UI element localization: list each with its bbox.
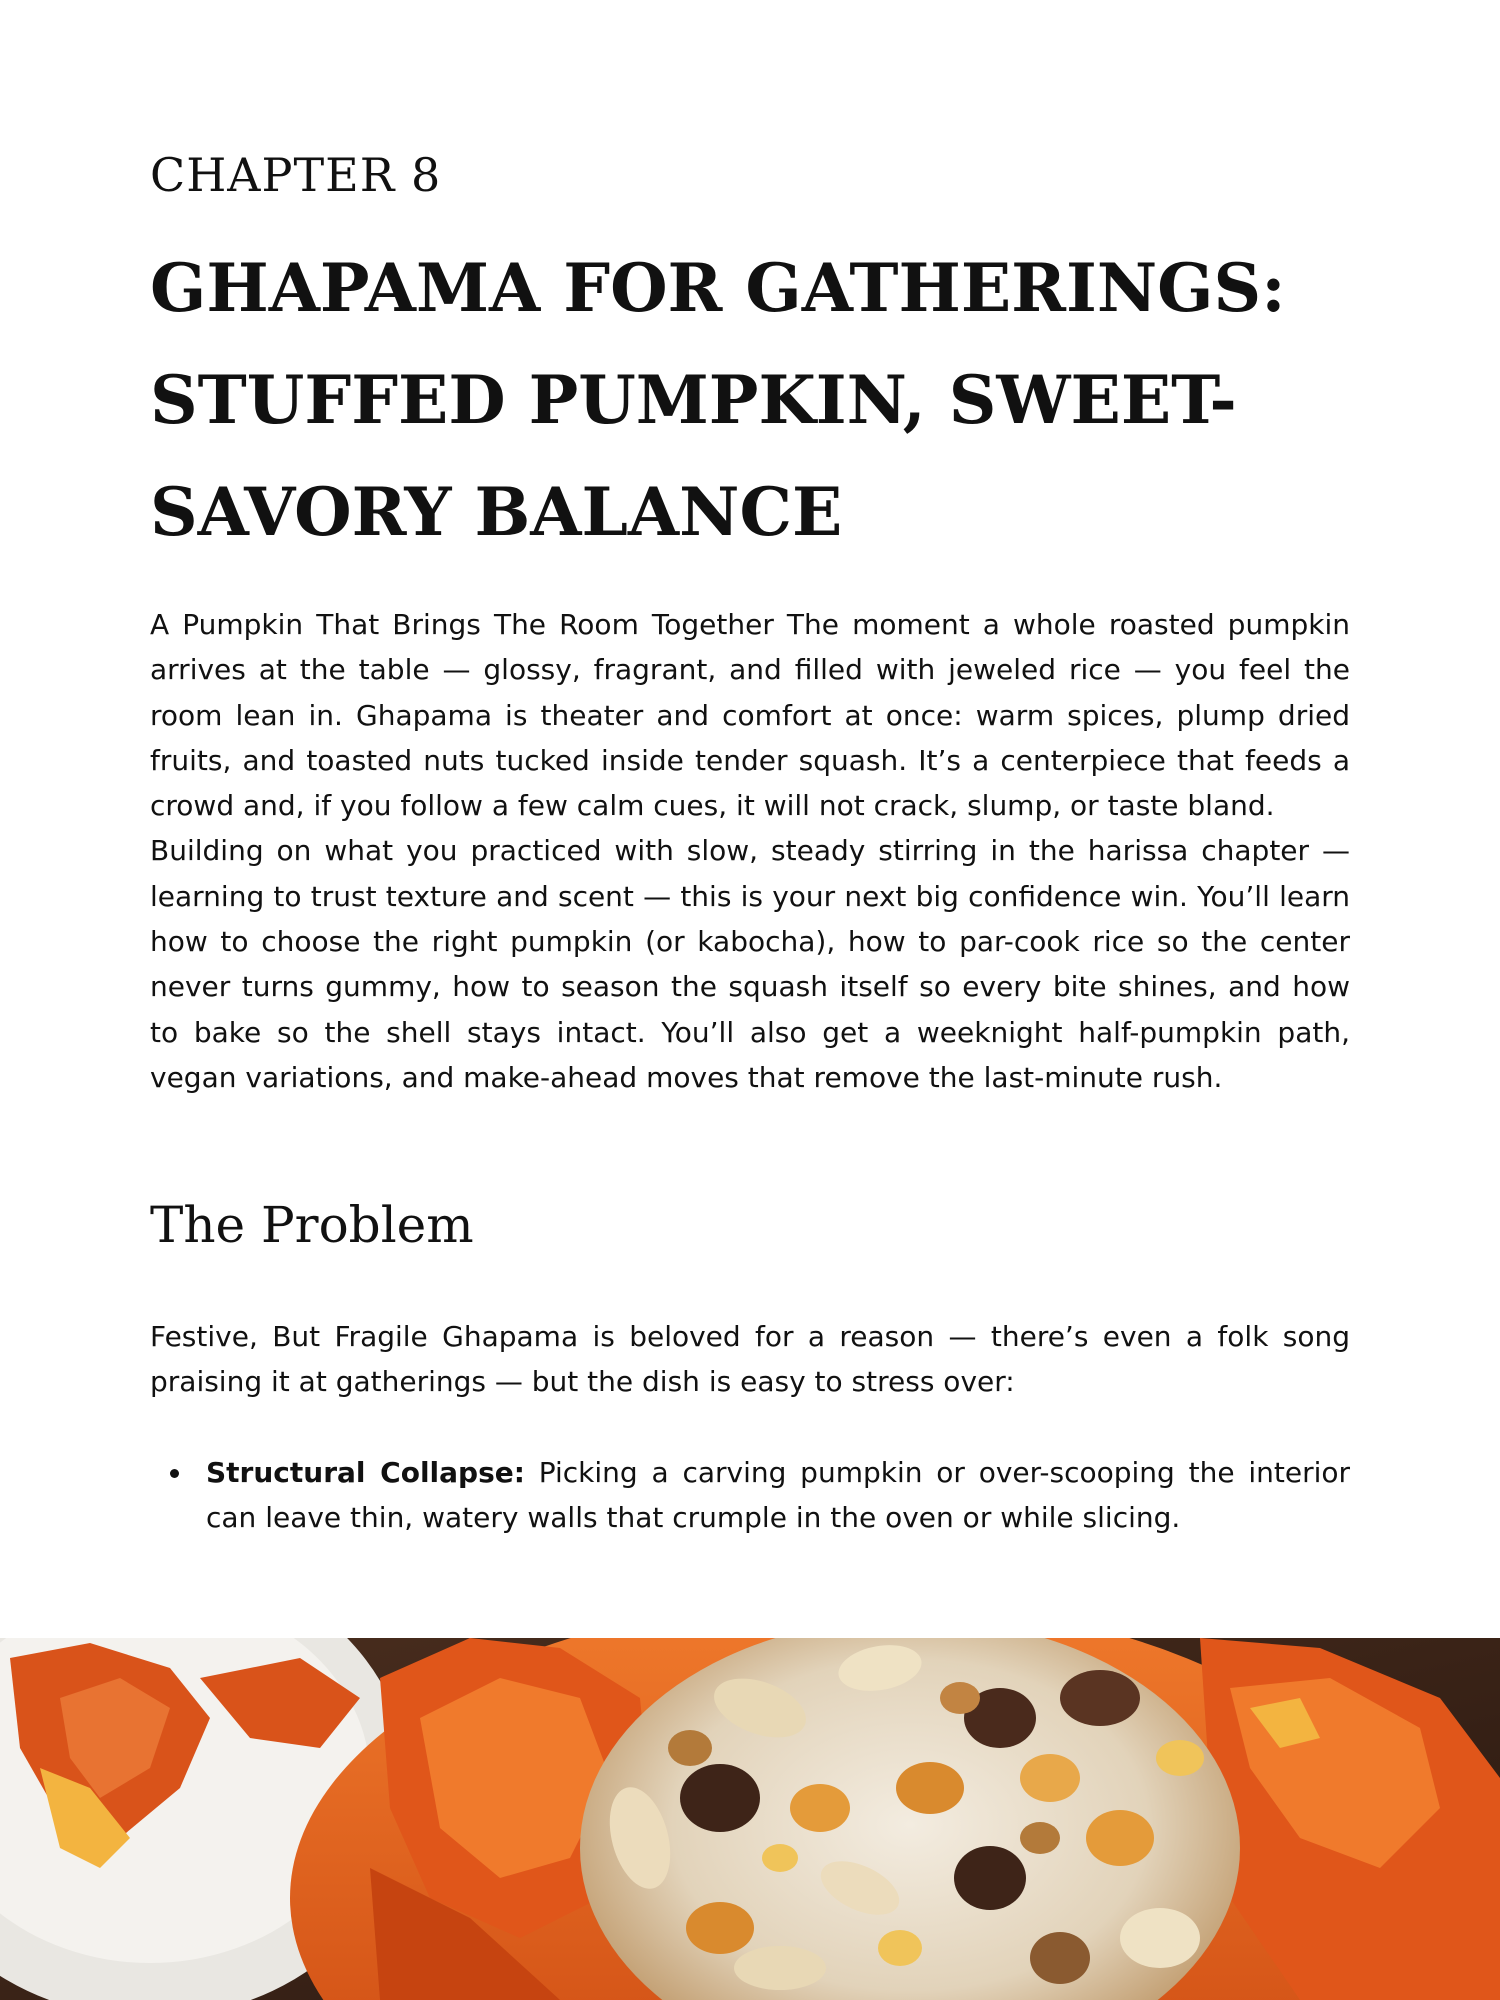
list-item <box>150 1450 1350 1541</box>
intro-paragraph: A Pumpkin That Brings The Room Together The moment a whole roasted pumpkin arrives at the table — glossy, fragrant, and filled with jeweled rice — you feel the room lean in. Ghapama is theater and comfort at once: warm spices, plump dried fruits, and toasted nuts tucked inside tender squash. It’s a centerpiece that feeds a crowd and, if you follow a few calm cues, it will not crack, slump, or taste bland. <box>150 608 1350 823</box>
problem-list <box>150 1450 1350 1541</box>
bullet-icon <box>170 1469 179 1478</box>
list-item-text: Picking a carving pumpkin or over-scooping the interior can leave thin, watery walls that crumple in the oven or while slicing. <box>206 1456 1351 1535</box>
chapter-title-line: GHAPAMA FOR GATHERINGS: <box>150 249 1286 327</box>
chapter-label: CHAPTER 8 <box>150 148 442 202</box>
section-heading: The Problem <box>150 1196 474 1254</box>
chapter-title <box>150 232 1350 568</box>
intro-paragraph: Building on what you practiced with slow, steady stirring in the harissa chapter — learning to trust texture and scent — this is your next big confidence win. You’ll learn how to choose the right pumpkin (or kabocha), how to par-cook rice so the center never turns gummy, how to season the squash itself so every bite shines, and how to bake so the shell stays intact. You’ll also get a weeknight half-pumpkin path, vegan variations, and make-ahead moves that remove the last-minute rush. <box>150 834 1350 1094</box>
chapter-title-line: STUFFED PUMPKIN, SWEET- <box>150 361 1237 439</box>
list-item-term: Structural Collapse: <box>206 1456 525 1489</box>
stuffed-pumpkin-photo <box>0 1638 1500 2000</box>
problem-intro-paragraph: Festive, But Fragile Ghapama is beloved for a reason — there’s even a folk song praising it at gatherings — but the dish is easy to stress over: <box>150 1320 1350 1399</box>
intro-section <box>150 602 1350 1100</box>
chapter-title-line: SAVORY BALANCE <box>150 473 843 551</box>
